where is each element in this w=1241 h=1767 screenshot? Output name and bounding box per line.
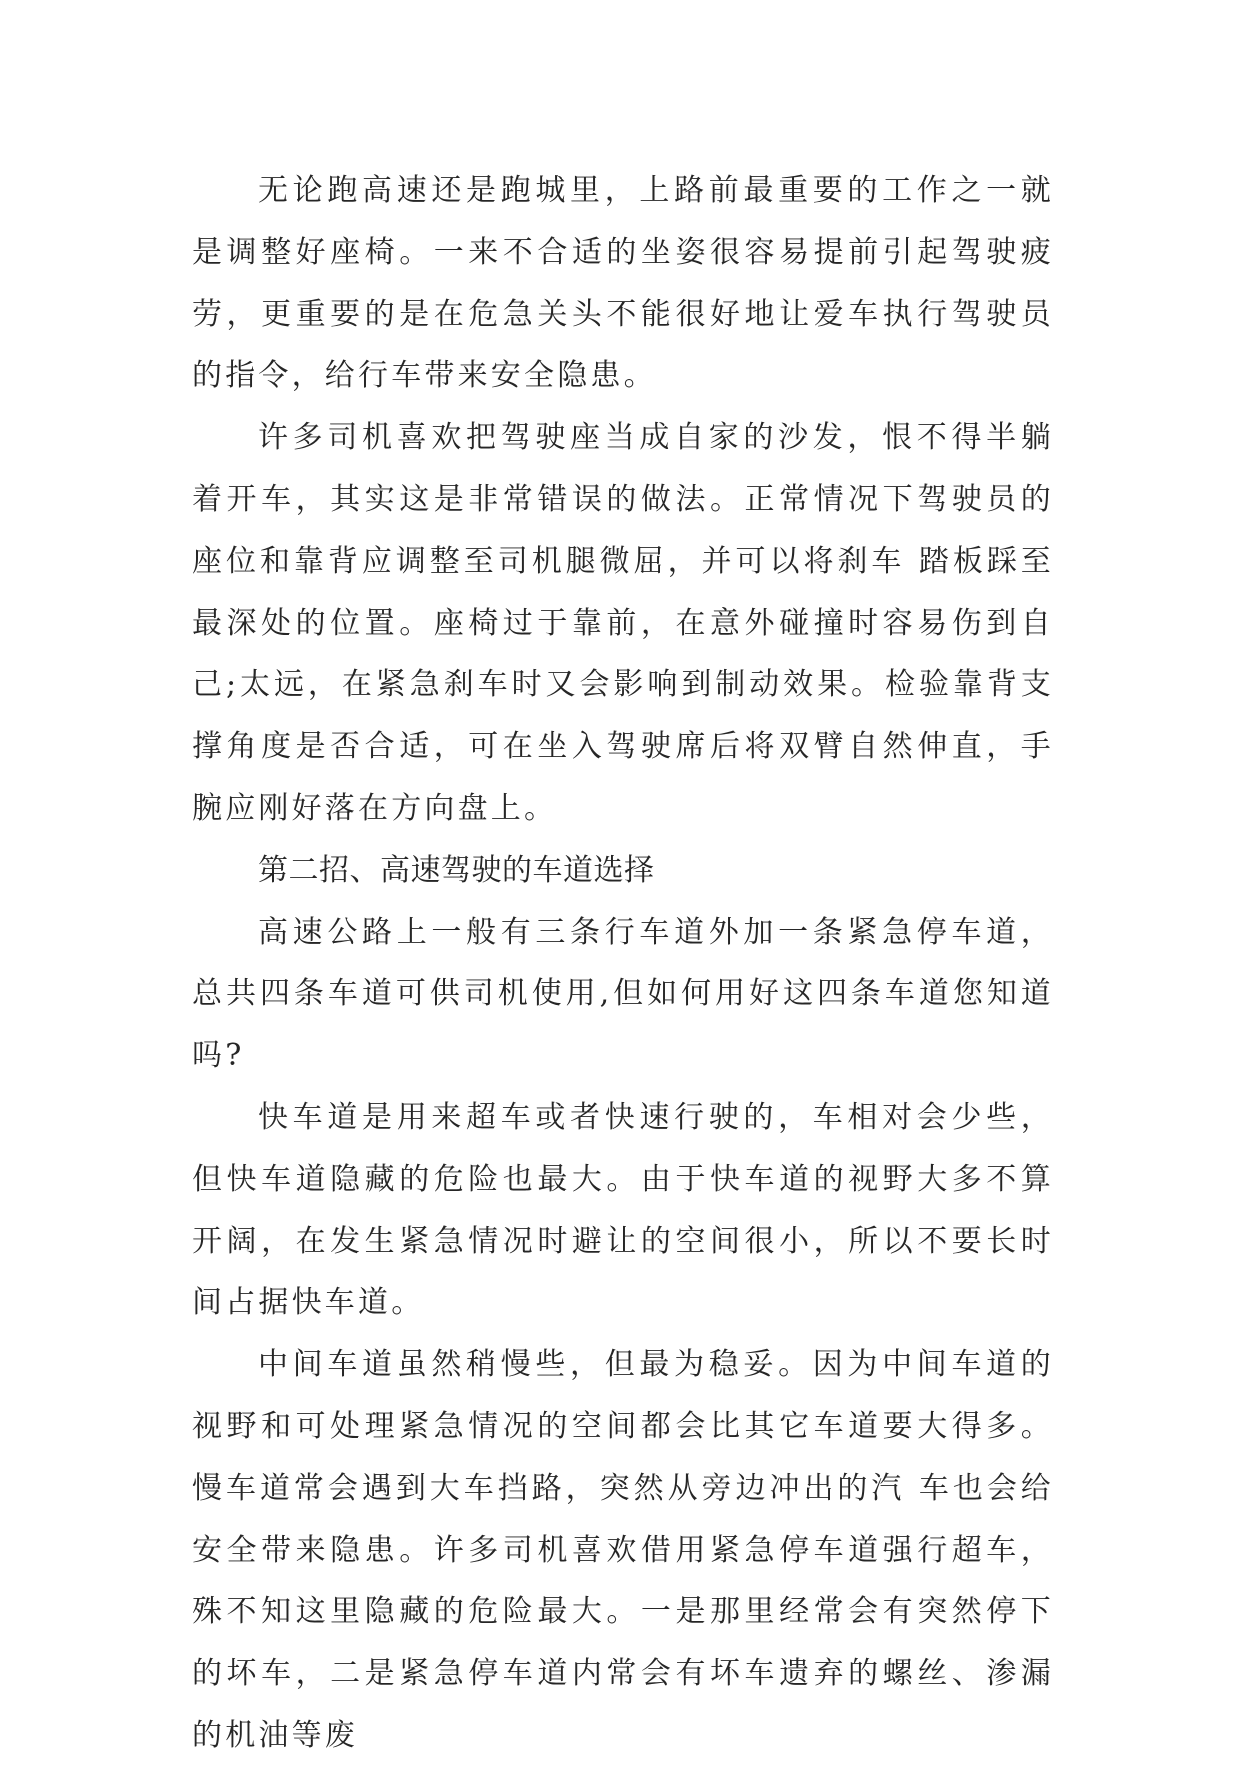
paragraph-seat-position: 许多司机喜欢把驾驶座当成自家的沙发，恨不得半躺着开车，其实这是非常错误的做法。正常情况下驾驶员的座位和靠背应调整至司机腿微屈，并可以将刹车 踏板踩至最深处的位置。座椅过于靠前，在意外碰撞时容易伤到自己;太远，在紧急刹车时又会影响到制动效果。检验靠背支撑角度是否合适，可在坐入驾驶席后将双臂自然伸直，手腕应刚好落在方向盘上。 [192,420,1054,826]
section-heading-lane-choice: 第二招、高速驾驶的车道选择 [258,852,655,888]
paragraph-fast-lane: 快车道是用来超车或者快速行驶的，车相对会少些，但快车道隐藏的危险也最大。由于快车道的视野大多不算开阔，在发生紧急情况时避让的空间很小，所以不要长时间占据快车道。 [192,1099,1054,1321]
paragraph-seat-adjustment: 无论跑高速还是跑城里，上路前最重要的工作之一就是调整好座椅。一来不合适的坐姿很容易提前引起驾驶疲劳，更重要的是在危急关头不能很好地让爱车执行驾驶员的指令，给行车带来安全隐患。 [192,173,1054,394]
document-body [192,160,1054,1767]
paragraph-middle-lane: 中间车道虽然稍慢些，但最为稳妥。因为中间车道的视野和可处理紧急情况的空间都会比其它车道要大得多。慢车道常会遇到大车挡路，突然从旁边冲出的汽 车也会给安全带来隐患。许多司机喜欢借用紧急停车道强行超车，殊不知这里隐藏的危险最大。一是那里经常会有突然停下的坏车，二是紧急停车道内常会有坏车遗弃的螺丝、渗漏的机油等废 [192,1347,1054,1753]
paragraph-four-lanes: 高速公路上一般有三条行车道外加一条紧急停车道，总共四条车道可供司机使用,但如何用好这四条车道您知道吗? [192,914,1054,1074]
